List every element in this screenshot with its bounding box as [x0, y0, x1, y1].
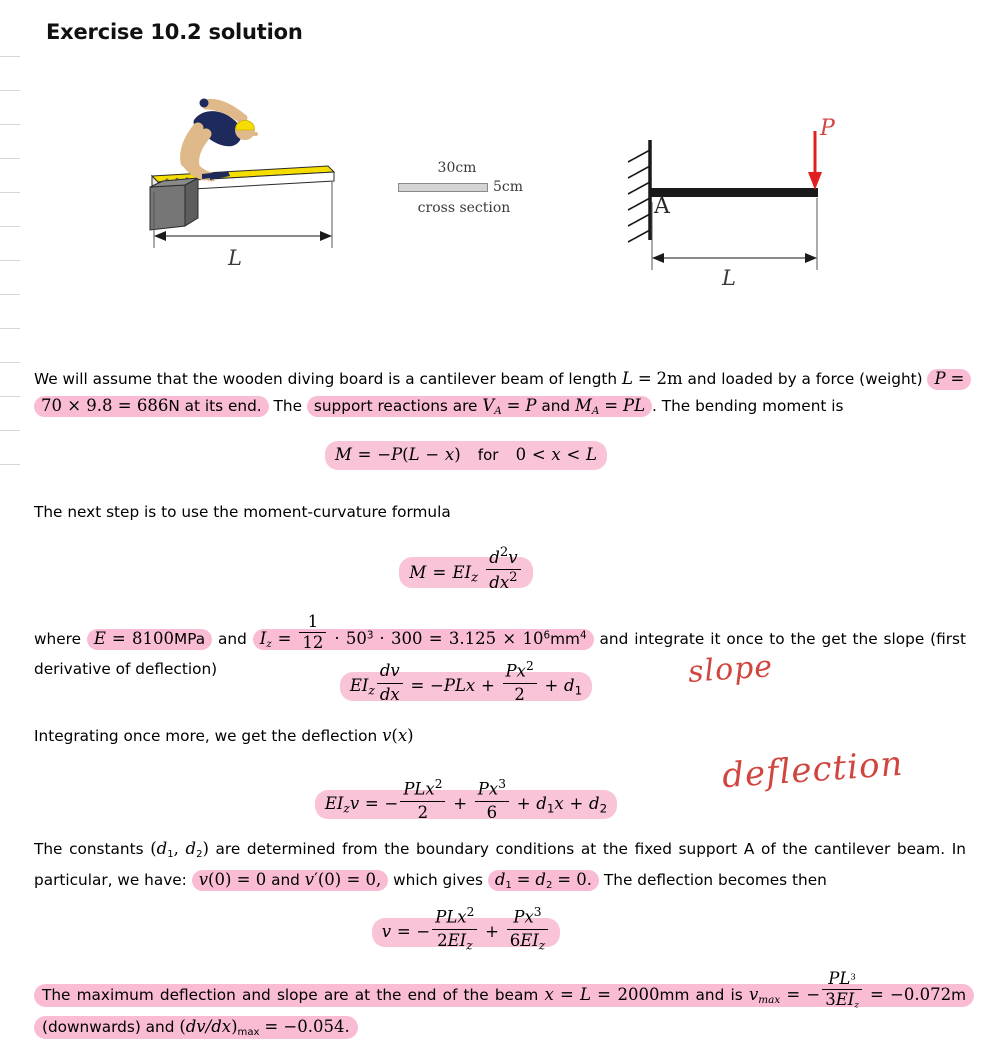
cross-section-bar-row	[398, 179, 538, 195]
diving-board-dimension-label: L	[228, 246, 242, 270]
cross-section-width-label: 30cm	[437, 160, 477, 176]
fraction-one-twelfth: $\frac{1}{12}$	[299, 613, 326, 653]
cantilever-dimension-label: L	[722, 266, 736, 290]
para5-seg2: are determined from the boundary conditions at the fixed support A of the cantilever beam. In particular, we have:	[34, 840, 966, 890]
highlight-boundary-conditions: v(0) = 0 and v′(0) = 0,	[192, 870, 389, 891]
paragraph-assumption: We will assume that the wooden diving board is a cantilever beam of length L = 2m and loaded by a force (weight) P = 70 × 9.8 = 686N at its end. The support reactions are $V_A = P$ and $M_A$ = PL . The bending moment is	[34, 366, 966, 424]
paragraph-boundary-conditions: The constants (d1, d2) are determined from the boundary conditions at the fixed support A of the cantilever beam. In particular, we have: v(0) = 0 and v′(0) = 0, which gives d1 = d2 = 0. The deflection becomes then	[34, 839, 966, 892]
fraction-plx2-2eiz: $\frac{PLx^2}{2EI_z}$	[432, 906, 477, 953]
equation-deflection-highlight: $EI_zv$ = − $\frac{PLx^2}{2}$ + $\frac{Px^3}{6}$ + d1x + d2	[315, 790, 617, 819]
fraction-px3-6: $\frac{Px^3}{6}$	[475, 778, 509, 823]
handwritten-annotation-deflection: deflection	[720, 743, 905, 797]
para6-seg1: The maximum deflection and slope are at the end of the beam	[42, 986, 545, 1005]
cross-section-figure	[398, 160, 538, 240]
para5-seg1: The constants	[34, 840, 151, 858]
cross-section-height-label: 5cm	[493, 179, 524, 195]
para1-seg2: and loaded by a force (weight)	[682, 370, 928, 388]
equation-moment-curvature-highlight: $M = EI_z$ $\frac{d^2v}{dx^2}$	[399, 557, 532, 588]
diving-board-svg	[140, 88, 410, 298]
highlight-support-reactions: support reactions are $V_A = P$ and $M_A$ = PL	[307, 396, 652, 417]
equation-slope	[0, 660, 932, 705]
figures-row	[0, 88, 1000, 328]
fraction-px2-2: $\frac{Px^2}{2}$	[503, 660, 537, 705]
paragraph-next-step	[34, 500, 966, 526]
equation-condition-word: for	[477, 446, 499, 464]
para3-seg1: where	[34, 630, 87, 649]
cantilever-support-label: A	[654, 194, 670, 219]
para5-seg4: The deflection becomes then	[599, 871, 827, 890]
para1-seg3: The	[268, 396, 307, 415]
para1-seg4: . The bending moment is	[652, 396, 844, 415]
diver-illustration	[186, 99, 256, 181]
paragraph-integrate-again: Integrating once more, we get the deflection v(x)	[34, 726, 414, 745]
cantilever-load-label: P	[820, 116, 835, 141]
equation-bending-moment-highlight: M = −P(L − x) for 0 < x < L	[325, 441, 607, 470]
para3-seg3: and integrate it once to the get the slope (first derivative of deflection)	[34, 630, 966, 679]
highlight-constants-zero: d1 = d2 = 0.	[488, 870, 599, 891]
para4-seg1: Integrating once more, we get the deflection	[34, 727, 383, 745]
equation-v-final	[0, 906, 932, 953]
equation-slope-highlight: $EI_z$ $\frac{dv}{dx}$ = −PLx + $\frac{Px^2}{2}$ + d1	[340, 672, 592, 701]
para3-seg2: and	[212, 630, 253, 649]
highlight-youngs-modulus: E = 8100MPa	[87, 629, 212, 650]
fraction-px3-6eiz: $\frac{Px^3}{6EI_z}$	[507, 906, 549, 953]
cross-section-caption: cross section	[417, 200, 511, 216]
cantilever-figure	[608, 98, 868, 328]
fraction-dv-dx: $\frac{dv}{dx}$	[377, 661, 403, 704]
highlight-force-value: P = 70 × 9.8 = 686N at its end.	[34, 369, 971, 417]
equation-moment-curvature	[0, 546, 932, 593]
para1-seg1: We will assume that the wooden diving board is a cantilever beam of length	[34, 370, 622, 388]
fraction-d2v-dx2: $\frac{d^2v}{dx^2}$	[486, 546, 520, 593]
fraction-pl3-3eiz: $\frac{PL^3}{3EI_z}$	[822, 970, 862, 1011]
paragraph-maximum-values	[34, 970, 974, 1045]
para5-seg3: which gives	[388, 871, 488, 890]
page-title: Exercise 10.2 solution	[46, 20, 303, 44]
cross-section-bar	[398, 183, 488, 192]
handwritten-annotation-slope: slope	[686, 649, 775, 690]
para2-text: The next step is to use the moment-curvature formula	[34, 503, 451, 521]
highlight-maximum-values: The maximum deflection and slope are at the end of the beam x = L = 2000mm and is $v_{max}$ = − $\frac{PL^3}{3EI_z}$ = −0.072m (downwards) and (dv/dx)max = −0.054.	[34, 984, 974, 1038]
equation-v-final-highlight: v = − $\frac{PLx^2}{2EI_z}$ + $\frac{Px^3}{6EI_z}$	[372, 918, 560, 947]
equation-bending-moment	[0, 444, 932, 465]
highlight-second-moment-area: $I_z$ = $\frac{1}{12}$ · $50^3 \cdot 300 = 3.125 \times 10^6mm^4$	[253, 629, 594, 650]
para6-seg2: and is	[689, 986, 749, 1005]
diving-board-figure	[140, 88, 410, 298]
fraction-plx2-2: $\frac{PLx^2}{2}$	[400, 778, 445, 823]
